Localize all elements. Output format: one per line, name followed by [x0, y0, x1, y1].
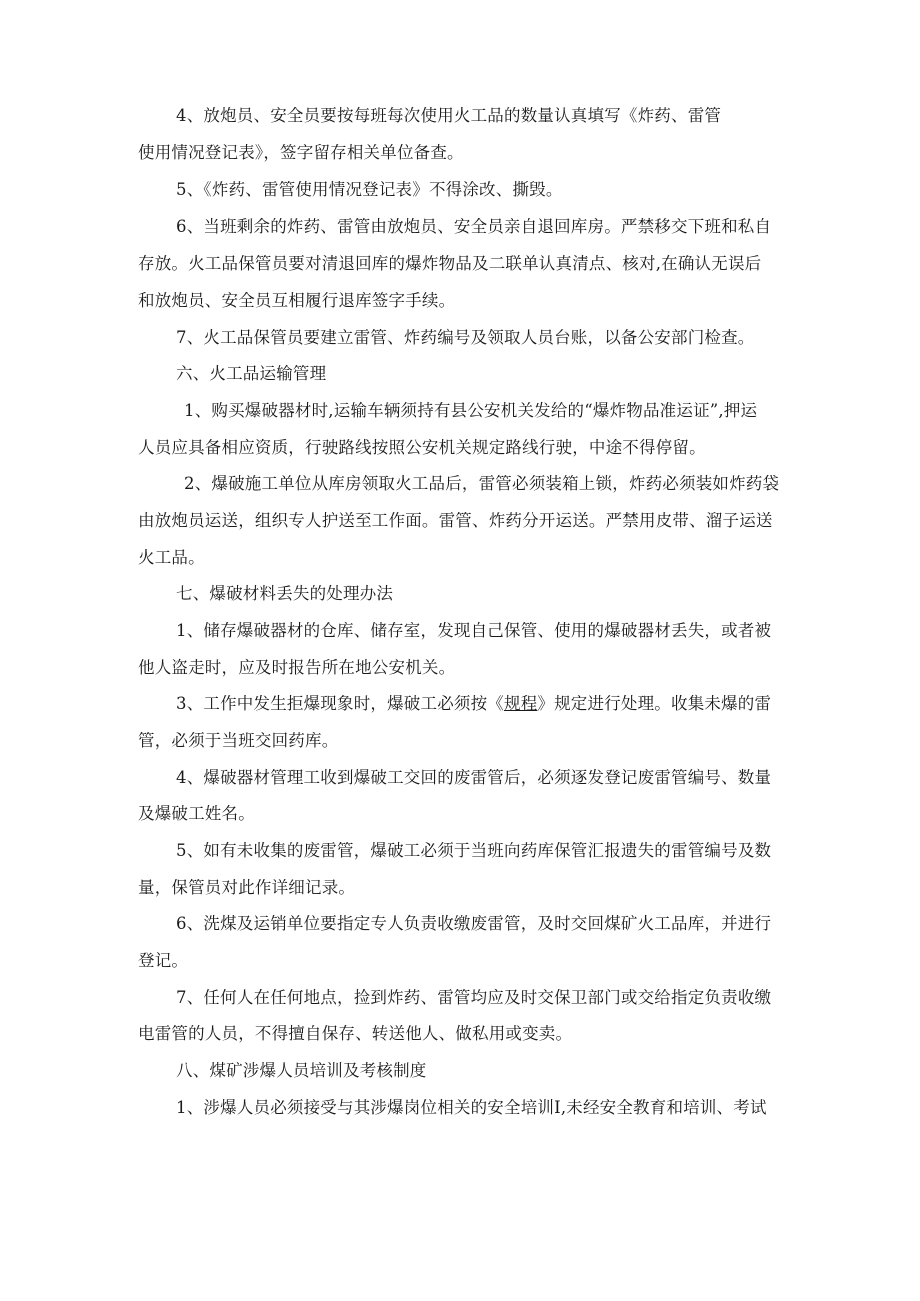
paragraph-5: 5、《炸药、雷管使用情况登记表》不得涂改、撕毁。 — [176, 180, 563, 199]
loss-item-6-line-1: 6、洗煤及运销单位要指定专人负责收缴废雷管，及时交回煤矿火工品库，并进行 — [176, 914, 772, 933]
paragraph-6-line-3: 和放炮员、安全员互相履行退库签字手续。 — [138, 291, 456, 310]
paragraph-7: 7、火工品保管员要建立雷管、炸药编号及领取人员台账，以备公安部门检查。 — [176, 328, 755, 347]
transport-item-1-line-2: 人员应具备相应资质，行驶路线按照公安机关规定路线行驶，中途不得停留。 — [138, 438, 706, 457]
transport-item-2-line-3: 火工品。 — [138, 548, 205, 567]
transport-item-2-line-2: 由放炮员运送，组织专人护送至工作面。雷管、炸药分开运送。严禁用皮带、溜子运送 — [138, 511, 773, 530]
section-heading-8: 八、煤矿涉爆人员培训及考核制度 — [176, 1061, 427, 1080]
paragraph-6-line-1: 6、当班剩余的炸药、雷管由放炮员、安全员亲自退回库房。严禁移交下班和私自 — [176, 217, 772, 236]
loss-item-3-text-b: 》规定进行处理。收集未爆的雷 — [537, 694, 772, 713]
transport-item-1-line-1: 1、购买爆破器材时,运输车辆须持有县公安机关发给的“爆炸物品准运证”,押运 — [184, 401, 758, 420]
loss-item-4-line-2: 及爆破工姓名。 — [138, 804, 255, 823]
loss-item-4-line-1: 4、爆破器材管理工收到爆破工交回的废雷管后，必须逐发登记废雷管编号、数量 — [176, 768, 772, 787]
loss-item-5-line-1: 5、如有未收集的废雷管，爆破工必须于当班向药库保管汇报遗失的雷管编号及数 — [176, 841, 772, 860]
loss-item-3-text-a: 3、工作中发生拒爆现象时，爆破工必须按《 — [176, 694, 504, 713]
section-heading-7: 七、爆破材料丢失的处理办法 — [176, 584, 394, 603]
loss-item-7-line-2: 电雷管的人员，不得擅自保存、转送他人、做私用或变卖。 — [138, 1024, 573, 1043]
regulation-reference: 规程 — [504, 694, 538, 713]
loss-item-5-line-2: 量，保管员对此作详细记录。 — [138, 878, 356, 897]
paragraph-6-line-2: 存放。火工品保管员要对清退回库的爆炸物品及二联单认真清点、核对,在确认无误后 — [138, 254, 762, 273]
loss-item-3-line-2: 管，必须于当班交回药库。 — [138, 731, 339, 750]
training-item-1-line-1: 1、涉爆人员必须接受与其涉爆岗位相关的安全培训I,未经安全教育和培训、考试 — [176, 1098, 767, 1117]
loss-item-6-line-2: 登记。 — [138, 951, 189, 970]
loss-item-1-line-2: 他人盗走时，应及时报告所在地公安机关。 — [138, 658, 456, 677]
section-heading-6: 六、火工品运输管理 — [176, 364, 327, 383]
paragraph-4-line-2: 使用情况登记表》，签字留存相关单位备查。 — [138, 143, 464, 162]
paragraph-4-line-1: 4、放炮员、安全员要按每班每次使用火工品的数量认真填写《炸药、雷管 — [176, 106, 722, 125]
loss-item-3-line-1 — [176, 692, 771, 716]
loss-item-7-line-1: 7、任何人在任何地点，捡到炸药、雷管均应及时交保卫部门或交给指定负责收缴 — [176, 988, 772, 1007]
loss-item-1-line-1: 1、储存爆破器材的仓库、储存室，发现自己保管、使用的爆破器材丢失，或者被 — [176, 621, 772, 640]
transport-item-2-line-1: 2、爆破施工单位从库房领取火工品后，雷管必须装箱上锁，炸药必须装如炸药袋 — [184, 474, 780, 493]
